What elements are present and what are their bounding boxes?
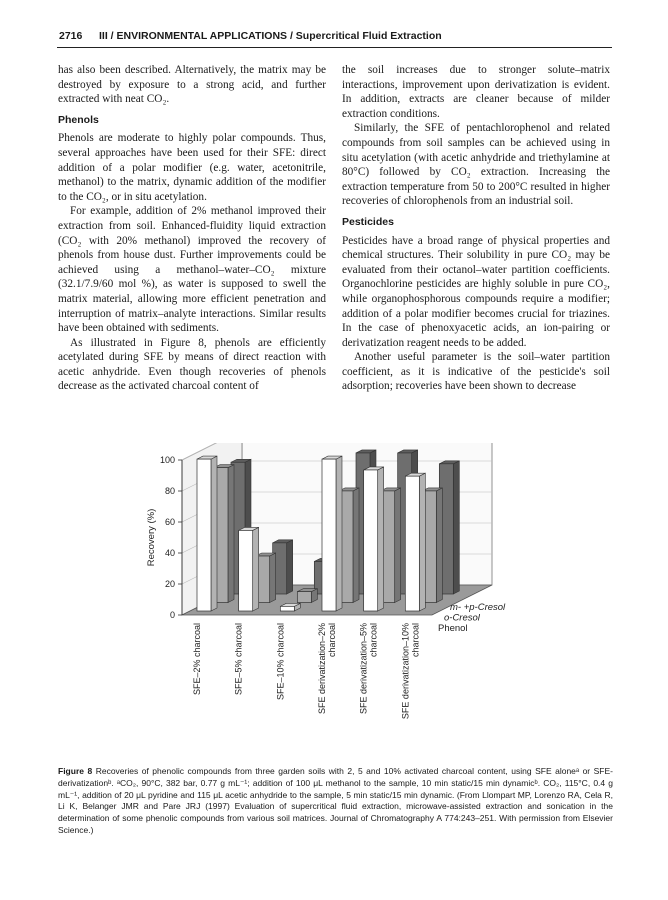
bar-phenol xyxy=(322,459,336,611)
bar-side-m-p-cresol xyxy=(453,461,459,594)
bar-side-phenol xyxy=(419,473,425,611)
paragraph: Pesticides have a broad range of physical properties and chemical structures. Their solubility in pure CO₂ may be evaluated from their octanol–water partition coefficients. Organochlorine pesticides are highly soluble in pure CO₂, while organophosphorous compounds require a modifier; addition of a polar modifier becomes crucial for triazines. In the case of phenoxyacetic acids, an ion-pairing or derivatization reagent needs to be added. xyxy=(342,234,610,349)
category-label: charcoal xyxy=(410,623,421,658)
running-header xyxy=(57,27,612,48)
page-number: 2716 xyxy=(59,30,83,42)
bar-phenol xyxy=(197,459,211,611)
bar-phenol xyxy=(280,606,294,611)
right-column xyxy=(342,63,610,394)
legend-label: m- +p-Cresol xyxy=(450,602,506,613)
bar-side-m-p-cresol xyxy=(287,540,293,594)
category-label: SFE–5% charcoal xyxy=(233,623,244,696)
bar-side-o-cresol xyxy=(436,488,442,603)
bar-phenol xyxy=(405,476,419,611)
bar-o-cresol xyxy=(297,592,311,603)
y-tick-label: 0 xyxy=(169,610,175,620)
paragraph: Phenols are moderate to highly polar compounds. Thus, several approaches have been used for their SFE: direct addition of a polar modifier (e.g. water, acetonitrile, methanol) to the matrix, dynamic addition of the modifier to the CO₂, or in situ acetylation. xyxy=(58,132,326,203)
legend-label: Phenol xyxy=(438,623,468,634)
recovery-bar-chart xyxy=(140,443,540,755)
bar-side-o-cresol xyxy=(228,465,234,603)
header-title: III / ENVIRONMENTAL APPLICATIONS / Supercritical Fluid Extraction xyxy=(99,30,442,42)
bar-side-o-cresol xyxy=(395,488,401,603)
y-tick-label: 60 xyxy=(164,517,175,527)
paragraph: For example, addition of 2% methanol improved their extraction from soil. Enhanced-fluidity liquid extraction (CO₂ with 20% methanol) improved the recovery of phenols from house dust. Further improvements could be achieved using a methanol–water–CO₂ mixture (32.1/7.9/60 mol %), as water is supposed to swell the matrix material, allowing more efficient penetration and interruption of matrix–analyte interactions. Similar results have been obtained with sediments. xyxy=(58,205,326,335)
caption-text: Recoveries of phenolic compounds from three garden soils with 2, 5 and 10% activated charcoal content, using SFE aloneᵃ or SFE-derivatizationᵇ. ᵃCO₂, 90°C, 382 bar, 0.77 g mL⁻¹; addition of 100 μL methanol to the sample, 10 min static/15 min dynamicᵇ. CO₂, 115°C, 0.4 g mL⁻¹, addition of 20 μL pyridine and 115 μL acetic anhydride to the sample, 5 min static/15 min dynamic. (From Llompart MP, Lorenzo RA, Cela R, Li K, Belanger JMR and Pare JRJ (1997) Evaluation of supercritical fluid extraction, microwave-assisted extraction and sonication in the determination of some phenolic compounds from various soil matrices. Journal of Chromatography A 774:243–251. With permission from Elsevier Science.) xyxy=(58,766,613,835)
bar-side-o-cresol xyxy=(353,488,359,603)
bar-side-phenol xyxy=(336,456,342,611)
category-label: SFE–10% charcoal xyxy=(275,623,286,701)
legend-label: o-Cresol xyxy=(444,612,480,624)
figure-label: Figure 8 xyxy=(58,766,93,776)
y-tick-label: 100 xyxy=(159,455,175,465)
left-column xyxy=(58,63,326,394)
y-tick-label: 20 xyxy=(164,579,175,589)
y-tick-label: 40 xyxy=(164,548,175,558)
paragraph: the soil increases due to stronger solute–matrix interactions, improvement upon derivatization is evident. In addition, extracts are cleaner because of milder extraction conditions. xyxy=(342,64,610,120)
y-tick-label: 80 xyxy=(164,486,175,496)
paragraph: Similarly, the SFE of pentachlorophenol and related compounds from soil samples can be achieved using in situ acetylation (with acetic anhydride and triethylamine at 80°C) followed by CO₂ extraction. Increasing the extraction temperature from 50 to 200°C resulted in higher recoveries of chlorophenols from an industrial soil. xyxy=(342,122,610,208)
bar-side-o-cresol xyxy=(270,553,276,603)
paragraph: As illustrated in Figure 8, phenols are efficiently acetylated during SFE by means of direct reaction with acetic anhydride. Even though recoveries of phenols decrease as the activated charcoal content of xyxy=(58,336,326,393)
category-label: charcoal xyxy=(368,623,379,658)
bar-phenol xyxy=(364,470,378,611)
y-axis-label: Recovery (%) xyxy=(146,508,157,567)
category-label: SFE derivatization–5% xyxy=(358,623,369,715)
bar-side-phenol xyxy=(211,456,217,611)
category-label: SFE derivatization–2% xyxy=(317,623,327,715)
bar-side-phenol xyxy=(253,527,259,611)
section-heading-phenols: Phenols xyxy=(58,113,99,126)
section-heading-pesticides: Pesticides xyxy=(342,215,394,228)
category-label: charcoal xyxy=(327,623,337,658)
paragraph: has also been described. Alternatively, the matrix may be destroyed by exposure to a strong acid, and further extracted with neat CO₂. xyxy=(58,64,326,106)
bar-side-phenol xyxy=(378,467,384,611)
figure-8-chart xyxy=(140,443,540,755)
category-label: SFE derivatization–10% xyxy=(400,623,411,720)
bar-phenol xyxy=(239,530,253,611)
paragraph: Another useful parameter is the soil–water partition coefficient, as it is indicative of the pesticide's soil adsorption; recoveries have been shown to decrease xyxy=(342,351,610,393)
category-label: SFE–2% charcoal xyxy=(192,623,202,696)
figure-caption xyxy=(58,766,613,837)
